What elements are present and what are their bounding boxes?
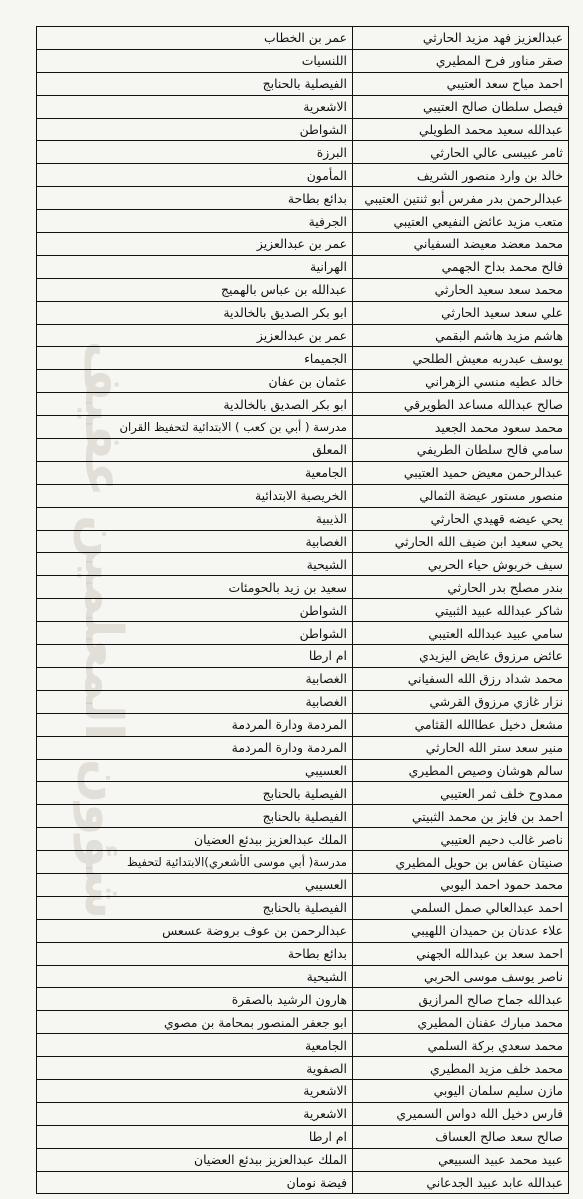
table-row	[37, 713, 569, 736]
school-name-cell: ام ارطا	[37, 1125, 353, 1148]
table-row	[37, 187, 569, 210]
school-name-cell: الغصابية	[37, 530, 353, 553]
school-name-cell: الجامعية	[37, 1034, 353, 1057]
teacher-name-cell: محمد حمود احمد اليوبي	[353, 873, 569, 896]
teacher-name-cell: نزار غازي مرزوق القرشي	[353, 690, 569, 713]
school-name-cell: عمر بن عبدالعزيز	[37, 324, 353, 347]
teacher-name-cell: مازن سليم سلمان اليوبي	[353, 1079, 569, 1102]
table-row	[37, 622, 569, 645]
table-row	[37, 141, 569, 164]
teacher-name-cell: سامي فالح سلطان الطريفي	[353, 439, 569, 462]
teacher-name-cell: ثامر عبيسى عالي الحارثي	[353, 141, 569, 164]
school-name-cell: اللنسيات	[37, 49, 353, 72]
table-row	[37, 439, 569, 462]
teacher-name-cell: احمد عبدالعالي صمل السلمي	[353, 896, 569, 919]
table-row	[37, 370, 569, 393]
teacher-name-cell: احمد مياح سعد العتيبي	[353, 72, 569, 95]
school-name-cell: ابو بكر الصديق بالخالدية	[37, 393, 353, 416]
teacher-name-cell: خالد عطيه منسي الزهراني	[353, 370, 569, 393]
teacher-name-cell: محمد شداد رزق الله السفياني	[353, 667, 569, 690]
table-row	[37, 896, 569, 919]
school-name-cell: الفيصلية بالحنابج	[37, 805, 353, 828]
table-row	[37, 759, 569, 782]
teacher-name-cell: محمد مبارك عفنان المطيري	[353, 1011, 569, 1034]
teacher-name-cell: علاء عدنان بن حميدان اللهيبي	[353, 919, 569, 942]
school-name-cell: مدرسة( أبي موسى الأشعري)الابتدائية لتحفيظ	[37, 851, 353, 874]
school-name-cell: البرزة	[37, 141, 353, 164]
table-row	[37, 118, 569, 141]
school-name-cell: الشيحية	[37, 965, 353, 988]
school-name-cell: الفيصلية بالحنابج	[37, 782, 353, 805]
school-name-cell: ام ارطا	[37, 645, 353, 668]
teacher-name-cell: عائض مرزوق عايض اليزيدي	[353, 645, 569, 668]
table-row	[37, 988, 569, 1011]
table-row	[37, 461, 569, 484]
school-name-cell: هارون الرشيد بالصقرة	[37, 988, 353, 1011]
table-row	[37, 255, 569, 278]
teacher-name-cell: فالح محمد بداح الجهمي	[353, 255, 569, 278]
table-row	[37, 919, 569, 942]
roster-table	[36, 26, 569, 1194]
table-row	[37, 301, 569, 324]
teacher-name-cell: ناصر غالب دحيم العتيبي	[353, 828, 569, 851]
teacher-name-cell: صالح عبدالله مساعد الطويرقي	[353, 393, 569, 416]
table-row	[37, 645, 569, 668]
school-name-cell: الخريصية الابتدائية	[37, 484, 353, 507]
school-name-cell: الشيحية	[37, 553, 353, 576]
teacher-name-cell: هاشم مزيد هاشم البقمي	[353, 324, 569, 347]
table-row	[37, 553, 569, 576]
teacher-name-cell: عبدالعزيز فهد مزيد الحارثي	[353, 27, 569, 50]
teacher-name-cell: صالح سعد صالح العساف	[353, 1125, 569, 1148]
table-row	[37, 828, 569, 851]
table-row	[37, 530, 569, 553]
school-name-cell: الشواطن	[37, 118, 353, 141]
teacher-name-cell: يحي عيضه قهيدي الحارثي	[353, 507, 569, 530]
table-row	[37, 1171, 569, 1194]
teacher-name-cell: يحي سعيد ابن ضيف الله الحارثي	[353, 530, 569, 553]
teacher-name-cell: سيف خربوش حياء الحربي	[353, 553, 569, 576]
teacher-name-cell: احمد بن فايز بن محمد الثبيتي	[353, 805, 569, 828]
table-row	[37, 49, 569, 72]
table-row	[37, 1148, 569, 1171]
teacher-name-cell: فارس دخيل الله دواس السميري	[353, 1102, 569, 1125]
teacher-name-cell: متعب مزيد عائض النفيعي العتيبي	[353, 210, 569, 233]
teacher-name-cell: احمد سعد بن عبدالله الجهني	[353, 942, 569, 965]
table-row	[37, 210, 569, 233]
school-name-cell: بدائع بطاحة	[37, 942, 353, 965]
teacher-name-cell: عبدالله جماح صالح المرازيق	[353, 988, 569, 1011]
table-row	[37, 347, 569, 370]
table-row	[37, 667, 569, 690]
table-row	[37, 599, 569, 622]
school-name-cell: فيضة نومان	[37, 1171, 353, 1194]
table-row	[37, 805, 569, 828]
school-name-cell: الجميماء	[37, 347, 353, 370]
school-name-cell: مدرسة ( أبي بن كعب ) الابتدائية لتحفيظ القران	[37, 416, 353, 439]
school-name-cell: الغصابية	[37, 690, 353, 713]
table-row	[37, 736, 569, 759]
school-name-cell: عبدالله بن عباس بالهميج	[37, 278, 353, 301]
teacher-name-cell: ناصر يوسف موسى الحربي	[353, 965, 569, 988]
teacher-name-cell: منير سعد ستر الله الحارثي	[353, 736, 569, 759]
table-row	[37, 782, 569, 805]
table-row	[37, 1125, 569, 1148]
teacher-name-cell: مشعل دخيل عطاالله القثامي	[353, 713, 569, 736]
table-row	[37, 1011, 569, 1034]
table-row	[37, 278, 569, 301]
teacher-name-cell: ممدوح خلف ثمر العتيبي	[353, 782, 569, 805]
teacher-name-cell: محمد سعد سعيد الحارثي	[353, 278, 569, 301]
table-row	[37, 851, 569, 874]
table-row	[37, 233, 569, 256]
teacher-name-cell: عبدالرحمن معيض حميد العتيبي	[353, 461, 569, 484]
teacher-name-cell: خالد بن وارد منصور الشريف	[353, 164, 569, 187]
teacher-name-cell: منصور مستور عيضة الثمالي	[353, 484, 569, 507]
teacher-name-cell: عبدالرحمن بدر مفرس أبو ثنتين العتيبي	[353, 187, 569, 210]
table-row	[37, 416, 569, 439]
teacher-name-cell: بندر مصلح بدر الحارثي	[353, 576, 569, 599]
school-name-cell: عثمان بن عفان	[37, 370, 353, 393]
teacher-name-cell: شاكر عبدالله عبيد الثبيتي	[353, 599, 569, 622]
school-name-cell: المأمون	[37, 164, 353, 187]
teacher-name-cell: سامي عبيد عبدالله العتيبي	[353, 622, 569, 645]
school-name-cell: ابو بكر الصديق بالخالدية	[37, 301, 353, 324]
school-name-cell: عمر بن عبدالعزيز	[37, 233, 353, 256]
table-row	[37, 965, 569, 988]
school-name-cell: المعلق	[37, 439, 353, 462]
table-row	[37, 27, 569, 50]
school-name-cell: الغصابية	[37, 667, 353, 690]
school-name-cell: ابو جعفر المنصور بمحامة بن مصوي	[37, 1011, 353, 1034]
teacher-name-cell: محمد معضد معيضد السفياني	[353, 233, 569, 256]
table-row	[37, 1034, 569, 1057]
teacher-name-cell: محمد سعدي بركة السلمي	[353, 1034, 569, 1057]
table-row	[37, 324, 569, 347]
school-name-cell: الاشعرية	[37, 1102, 353, 1125]
teacher-name-cell: عبدالله عابد عبيد الجدعاني	[353, 1171, 569, 1194]
school-name-cell: عمر بن الخطاب	[37, 27, 353, 50]
school-name-cell: الشواطن	[37, 622, 353, 645]
teacher-name-cell: سالم هوشان وصيص المطيري	[353, 759, 569, 782]
teacher-name-cell: عبدالله سعيد محمد الطويلي	[353, 118, 569, 141]
school-name-cell: عبدالرحمن بن عوف بروضة عسعس	[37, 919, 353, 942]
watermark-text: شؤون المعلمين عفيف	[73, 340, 133, 920]
school-name-cell: الشواطن	[37, 599, 353, 622]
school-name-cell: العسيبي	[37, 873, 353, 896]
table-row	[37, 576, 569, 599]
table-row	[37, 690, 569, 713]
teacher-name-cell: محمد سعود محمد الجعيد	[353, 416, 569, 439]
table-row	[37, 164, 569, 187]
table-row	[37, 873, 569, 896]
table-row	[37, 1102, 569, 1125]
school-name-cell: الاشعرية	[37, 1079, 353, 1102]
table-row	[37, 1057, 569, 1080]
school-name-cell: سعيد بن زيد بالحومئات	[37, 576, 353, 599]
teacher-name-cell: صنيتان عفاس بن حويل المطيري	[353, 851, 569, 874]
table-row	[37, 393, 569, 416]
school-name-cell: الفيصلية بالحنابج	[37, 72, 353, 95]
school-name-cell: الملك عبدالعزيز ببدئع العضيان	[37, 828, 353, 851]
school-name-cell: الذيبية	[37, 507, 353, 530]
school-name-cell: الصفوية	[37, 1057, 353, 1080]
teacher-name-cell: يوسف عبدربه معيش الطلحي	[353, 347, 569, 370]
school-name-cell: المردمة ودارة المردمة	[37, 736, 353, 759]
teacher-name-cell: عبيد محمد عبيد السبيعي	[353, 1148, 569, 1171]
table-row	[37, 484, 569, 507]
school-name-cell: الجرفية	[37, 210, 353, 233]
school-name-cell: الهرانية	[37, 255, 353, 278]
school-name-cell: بدائع بطاحة	[37, 187, 353, 210]
school-name-cell: المردمة ودارة المردمة	[37, 713, 353, 736]
school-name-cell: الاشعرية	[37, 95, 353, 118]
teacher-name-cell: علي سعد سعيد الحارثي	[353, 301, 569, 324]
table-row	[37, 95, 569, 118]
teacher-name-cell: محمد خلف مزيد المطيري	[353, 1057, 569, 1080]
school-name-cell: الجامعية	[37, 461, 353, 484]
table-row	[37, 507, 569, 530]
school-name-cell: الفيصلية بالحنابج	[37, 896, 353, 919]
roster-table-body	[37, 27, 569, 1194]
table-row	[37, 942, 569, 965]
table-row	[37, 72, 569, 95]
table-row	[37, 1079, 569, 1102]
teacher-name-cell: صقر مناور فرح المطيري	[353, 49, 569, 72]
teacher-name-cell: فيصل سلطان صالح العتيبي	[353, 95, 569, 118]
school-name-cell: الملك عبدالعزيز ببدئع العضيان	[37, 1148, 353, 1171]
school-name-cell: العسيبي	[37, 759, 353, 782]
